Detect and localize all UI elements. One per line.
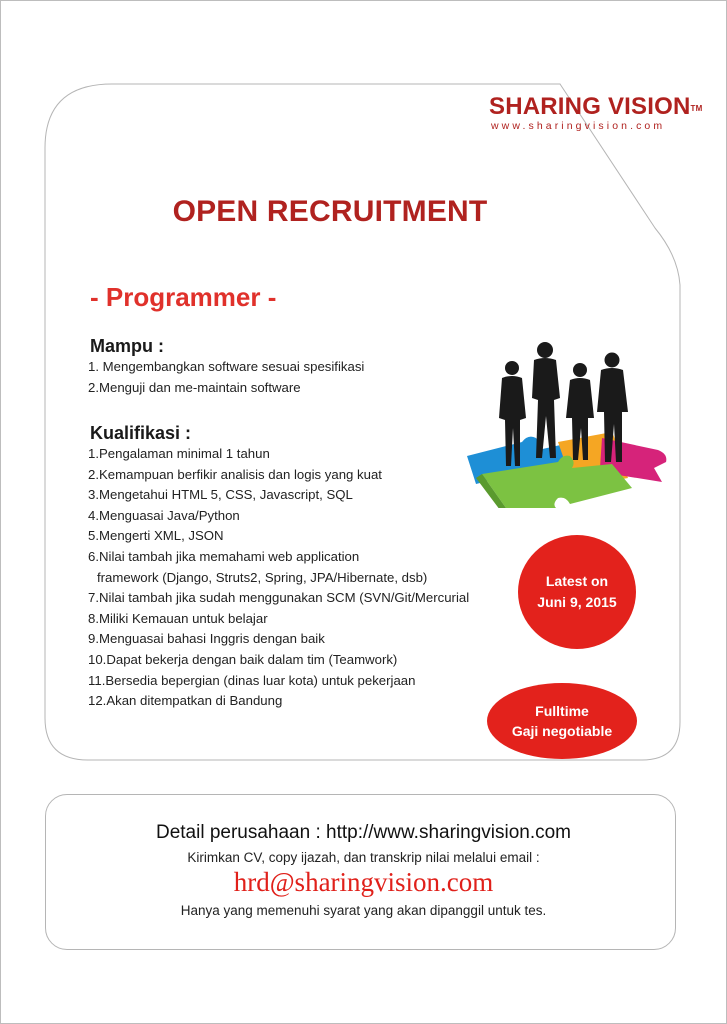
deadline-date: Juni 9, 2015 [537, 594, 617, 610]
list-item: 1.Pengalaman minimal 1 tahun [88, 446, 270, 461]
list-item: 10.Dapat bekerja dengan baik dalam tim (Teamwork) [88, 651, 398, 667]
send-instruction: Kirimkan CV, copy ijazah, dan transkrip nilai melalui email : [187, 850, 540, 865]
mampu-heading: Mampu : [90, 336, 164, 356]
mampu-list [88, 357, 364, 398]
list-item: 11.Bersedia bepergian (dinas luar kota) untuk pekerjaan [88, 672, 416, 688]
kualifikasi-heading: Kualifikasi : [90, 423, 192, 443]
company-website: www.sharingvision.com [491, 120, 666, 132]
list-item: 2.Kemampuan berfikir analisis dan logis yang kuat [88, 466, 382, 482]
list-item: 3.Mengetahui HTML 5, CSS, Javascript, SQL [88, 487, 353, 503]
trademark-mark: TM [690, 104, 703, 113]
company-logo [489, 93, 703, 132]
job-type: Fulltime [535, 703, 589, 719]
company-name: SHARING VISION™ [489, 93, 703, 120]
list-item: 8.Miliki Kemauan untuk belajar [88, 610, 268, 626]
deadline-badge [518, 535, 636, 649]
job-type-badge [487, 683, 637, 759]
deadline-label: Latest on [545, 573, 609, 589]
list-item: 1. Mengembangkan software sesuai spesifikasi [88, 359, 365, 374]
people-silhouettes-on-puzzle-illustration [462, 338, 672, 508]
list-item: 9.Menguasai bahasi Inggris dengan baik [88, 631, 325, 647]
selection-note: Hanya yang memenuhi syarat yang akan dipanggil untuk tes. [180, 903, 547, 918]
page-title: OPEN RECRUITMENT [172, 195, 488, 228]
kualifikasi-list [88, 444, 469, 712]
company-detail: Detail perusahaan : http://www.sharingvision.com [155, 822, 572, 843]
list-item: framework (Django, Struts2, Spring, JPA/Hibernate, dsb) [97, 569, 428, 585]
list-item: 4.Menguasai Java/Python [88, 507, 240, 523]
list-item: 5.Mengerti XML, JSON [88, 528, 224, 544]
list-item: 12.Akan ditempatkan di Bandung [88, 693, 283, 709]
salary-info: Gaji negotiable [511, 723, 613, 739]
list-item: 7.Nilai tambah jika sudah menggunakan SCM (SVN/Git/Mercurial [88, 590, 470, 606]
position-title: - Programmer - [90, 282, 277, 312]
list-item: 6.Nilai tambah jika memahami web application [88, 548, 360, 564]
contact-email[interactable]: hrd@sharingvision.com [233, 867, 494, 897]
list-item: 2.Menguji dan me-maintain software [88, 379, 301, 395]
